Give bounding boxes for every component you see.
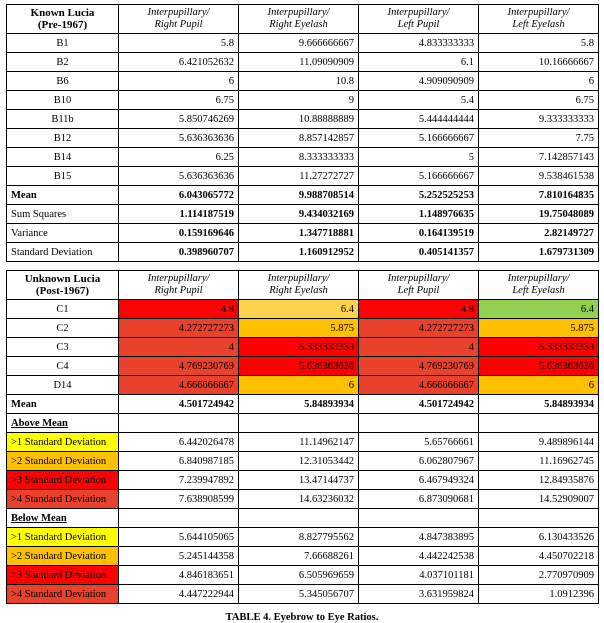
cell-value: 1.679731309 xyxy=(479,243,599,262)
cell-value: 11.27272727 xyxy=(239,167,359,186)
cell-value: 1.160912952 xyxy=(239,243,359,262)
cell-value: 6 xyxy=(239,376,359,395)
cell-value: 7.142857143 xyxy=(479,148,599,167)
table-row xyxy=(7,471,599,490)
cell-value: 12.84935876 xyxy=(479,471,599,490)
row-label: C3 xyxy=(7,338,119,357)
cell-value: 6 xyxy=(119,72,239,91)
cell-value: 3.631959824 xyxy=(359,585,479,604)
column-header-left-eyelash: Interpupillary/ Left Eyelash xyxy=(479,271,599,300)
column-header-left-pupil: Interpupillary/ Left Pupil xyxy=(359,271,479,300)
table-row xyxy=(7,148,599,167)
cell-value: 6.4 xyxy=(239,300,359,319)
table-row xyxy=(7,300,599,319)
column-header-right-pupil: Interpupillary/ Right Pupil xyxy=(119,271,239,300)
table-row xyxy=(7,338,599,357)
table-caption-wrapper xyxy=(6,612,598,623)
cell-value: 4.909090909 xyxy=(359,72,479,91)
cell-value: 6.873090681 xyxy=(359,490,479,509)
row-label: >1 Standard Deviation xyxy=(7,528,119,547)
cell-value: 5.636363636 xyxy=(119,129,239,148)
cell-value: 10.16666667 xyxy=(479,53,599,72)
empty-cell xyxy=(359,509,479,528)
cell-value: 4.447222944 xyxy=(119,585,239,604)
row-label: >2 Standard Deviation xyxy=(7,452,119,471)
row-label: B15 xyxy=(7,167,119,186)
row-label: C1 xyxy=(7,300,119,319)
empty-cell xyxy=(479,509,599,528)
row-label: B11b xyxy=(7,110,119,129)
empty-cell xyxy=(239,414,359,433)
cell-value: 4 xyxy=(119,338,239,357)
cell-value: 1.0912396 xyxy=(479,585,599,604)
table-spacer xyxy=(6,262,598,270)
table-row xyxy=(7,433,599,452)
row-label: >4 Standard Deviation xyxy=(7,585,119,604)
cell-value: 5.333333333 xyxy=(479,338,599,357)
empty-cell xyxy=(119,509,239,528)
cell-value: 11.16962745 xyxy=(479,452,599,471)
cell-value: 5.636363636 xyxy=(119,167,239,186)
cell-value: 11.09090909 xyxy=(239,53,359,72)
cell-value: 1.148976635 xyxy=(359,205,479,224)
cell-value: 4.666666667 xyxy=(359,376,479,395)
cell-value: 4.8 xyxy=(359,300,479,319)
cell-value: 6.467949324 xyxy=(359,471,479,490)
cell-value: 9.988708514 xyxy=(239,186,359,205)
cell-value: 5.8 xyxy=(119,34,239,53)
cell-value: 6.1 xyxy=(359,53,479,72)
cell-value: 8.333333333 xyxy=(239,148,359,167)
cell-value: 4.501724942 xyxy=(359,395,479,414)
column-header-left-pupil: Interpupillary/ Left Pupil xyxy=(359,5,479,34)
cell-value: 9.333333333 xyxy=(479,110,599,129)
cell-value: 7.638908599 xyxy=(119,490,239,509)
cell-value: 4.442242538 xyxy=(359,547,479,566)
row-label: B6 xyxy=(7,72,119,91)
row-label: B14 xyxy=(7,148,119,167)
cell-value: 4.769230769 xyxy=(119,357,239,376)
cell-value: 9.489896144 xyxy=(479,433,599,452)
table-row xyxy=(7,34,599,53)
cell-value: 6.421052632 xyxy=(119,53,239,72)
cell-value: 4.666666667 xyxy=(119,376,239,395)
stats-row-variance xyxy=(7,224,599,243)
row-label: B1 xyxy=(7,34,119,53)
cell-value: 7.75 xyxy=(479,129,599,148)
column-header-right-eyelash: Interpupillary/ Right Eyelash xyxy=(239,271,359,300)
empty-cell xyxy=(479,414,599,433)
table-header-row xyxy=(7,271,599,300)
table-header-row xyxy=(7,5,599,34)
cell-value: 9 xyxy=(239,91,359,110)
table-row xyxy=(7,91,599,110)
cell-value: 8.827795562 xyxy=(239,528,359,547)
cell-value: 6.442026478 xyxy=(119,433,239,452)
table-row xyxy=(7,167,599,186)
section-header-below-mean xyxy=(7,509,599,528)
cell-value: 5.166666667 xyxy=(359,129,479,148)
known-lucia-title-line1: Known Lucia xyxy=(30,7,95,19)
known-lucia-title-line2: (Pre-1967) xyxy=(37,19,88,31)
known-lucia-table xyxy=(6,4,599,262)
cell-value: 1.114187519 xyxy=(119,205,239,224)
row-label: C2 xyxy=(7,319,119,338)
cell-value: 6.25 xyxy=(119,148,239,167)
known-lucia-corner-header xyxy=(7,5,119,34)
cell-value: 10.88888889 xyxy=(239,110,359,129)
cell-value: 5.84893934 xyxy=(239,395,359,414)
unknown-lucia-title-line1: Unknown Lucia xyxy=(24,273,101,285)
cell-value: 12.31053442 xyxy=(239,452,359,471)
cell-value: 2.770970909 xyxy=(479,566,599,585)
unknown-lucia-title-line2: (Post-1967) xyxy=(35,285,90,297)
column-header-left-eyelash: Interpupillary/ Left Eyelash xyxy=(479,5,599,34)
row-label: C4 xyxy=(7,357,119,376)
row-label: B10 xyxy=(7,91,119,110)
table-row xyxy=(7,547,599,566)
cell-value: 6.75 xyxy=(479,91,599,110)
cell-value: 5.333333333 xyxy=(239,338,359,357)
cell-value: 4.8 xyxy=(119,300,239,319)
cell-value: 19.75048089 xyxy=(479,205,599,224)
stat-label: Standard Deviation xyxy=(7,243,119,262)
cell-value: 5.8 xyxy=(479,34,599,53)
section-label: Below Mean xyxy=(7,509,119,528)
empty-cell xyxy=(359,414,479,433)
cell-value: 5.4 xyxy=(359,91,479,110)
row-label: >3 Standard Deviation xyxy=(7,471,119,490)
empty-cell xyxy=(239,509,359,528)
cell-value: 5.636363636 xyxy=(239,357,359,376)
table-row xyxy=(7,357,599,376)
cell-value: 11.14962147 xyxy=(239,433,359,452)
table-row xyxy=(7,53,599,72)
column-header-right-pupil: Interpupillary/ Right Pupil xyxy=(119,5,239,34)
table-row xyxy=(7,129,599,148)
cell-value: 5.65766661 xyxy=(359,433,479,452)
table-row xyxy=(7,319,599,338)
cell-value: 9.538461538 xyxy=(479,167,599,186)
cell-value: 5.245144358 xyxy=(119,547,239,566)
cell-value: 8.857142857 xyxy=(239,129,359,148)
table-row xyxy=(7,528,599,547)
cell-value: 5.875 xyxy=(479,319,599,338)
cell-value: 4.769230769 xyxy=(359,357,479,376)
stat-label: Variance xyxy=(7,224,119,243)
cell-value: 7.810164835 xyxy=(479,186,599,205)
cell-value: 14.63236032 xyxy=(239,490,359,509)
cell-value: 6.043065772 xyxy=(119,186,239,205)
stats-row-sum-squares xyxy=(7,205,599,224)
cell-value: 5.875 xyxy=(239,319,359,338)
cell-value: 5 xyxy=(359,148,479,167)
table-row xyxy=(7,585,599,604)
cell-value: 6.75 xyxy=(119,91,239,110)
stat-label: Sum Squares xyxy=(7,205,119,224)
cell-value: 0.164139519 xyxy=(359,224,479,243)
cell-value: 14.52909007 xyxy=(479,490,599,509)
cell-value: 4.501724942 xyxy=(119,395,239,414)
cell-value: 6.840987185 xyxy=(119,452,239,471)
cell-value: 6 xyxy=(479,72,599,91)
cell-value: 5.345056707 xyxy=(239,585,359,604)
cell-value: 7.239947892 xyxy=(119,471,239,490)
column-header-right-eyelash: Interpupillary/ Right Eyelash xyxy=(239,5,359,34)
cell-value: 1.347718881 xyxy=(239,224,359,243)
row-label: B2 xyxy=(7,53,119,72)
row-label: >1 Standard Deviation xyxy=(7,433,119,452)
cell-value: 2.82149727 xyxy=(479,224,599,243)
table-row xyxy=(7,376,599,395)
cell-value: 4 xyxy=(359,338,479,357)
cell-value: 5.84893934 xyxy=(479,395,599,414)
cell-value: 0.398960707 xyxy=(119,243,239,262)
cell-value: 13.47144737 xyxy=(239,471,359,490)
table-row xyxy=(7,110,599,129)
row-label: >4 Standard Deviation xyxy=(7,490,119,509)
table-row xyxy=(7,490,599,509)
cell-value: 4.037101181 xyxy=(359,566,479,585)
cell-value: 0.405141357 xyxy=(359,243,479,262)
table-row xyxy=(7,566,599,585)
cell-value: 6.505969659 xyxy=(239,566,359,585)
cell-value: 7.66688261 xyxy=(239,547,359,566)
table-caption: TABLE 4. Eyebrow to Eye Ratios. xyxy=(225,612,379,623)
row-label: >3 Standard Deviation xyxy=(7,566,119,585)
unknown-lucia-corner-header xyxy=(7,271,119,300)
cell-value: 4.847383895 xyxy=(359,528,479,547)
cell-value: 0.159169646 xyxy=(119,224,239,243)
stat-label: Mean xyxy=(7,395,119,414)
cell-value: 5.444444444 xyxy=(359,110,479,129)
cell-value: 9.434032169 xyxy=(239,205,359,224)
cell-value: 4.846183651 xyxy=(119,566,239,585)
cell-value: 5.644105065 xyxy=(119,528,239,547)
section-header-above-mean xyxy=(7,414,599,433)
cell-value: 4.833333333 xyxy=(359,34,479,53)
cell-value: 5.166666667 xyxy=(359,167,479,186)
cell-value: 4.450702218 xyxy=(479,547,599,566)
cell-value: 6 xyxy=(479,376,599,395)
cell-value: 4.272727273 xyxy=(119,319,239,338)
stat-label: Mean xyxy=(7,186,119,205)
empty-cell xyxy=(119,414,239,433)
row-label: >2 Standard Deviation xyxy=(7,547,119,566)
cell-value: 5.636363636 xyxy=(479,357,599,376)
cell-value: 6.062807967 xyxy=(359,452,479,471)
cell-value: 5.252525253 xyxy=(359,186,479,205)
cell-value: 4.272727273 xyxy=(359,319,479,338)
table-row xyxy=(7,72,599,91)
cell-value: 10.8 xyxy=(239,72,359,91)
row-label: D14 xyxy=(7,376,119,395)
stats-row-mean xyxy=(7,395,599,414)
cell-value: 9.666666667 xyxy=(239,34,359,53)
stats-row-standard-deviation xyxy=(7,243,599,262)
cell-value: 6.130433526 xyxy=(479,528,599,547)
cell-value: 6.4 xyxy=(479,300,599,319)
unknown-lucia-table xyxy=(6,270,599,604)
table-row xyxy=(7,452,599,471)
cell-value: 5.850746269 xyxy=(119,110,239,129)
section-label: Above Mean xyxy=(7,414,119,433)
stats-row-mean xyxy=(7,186,599,205)
row-label: B12 xyxy=(7,129,119,148)
